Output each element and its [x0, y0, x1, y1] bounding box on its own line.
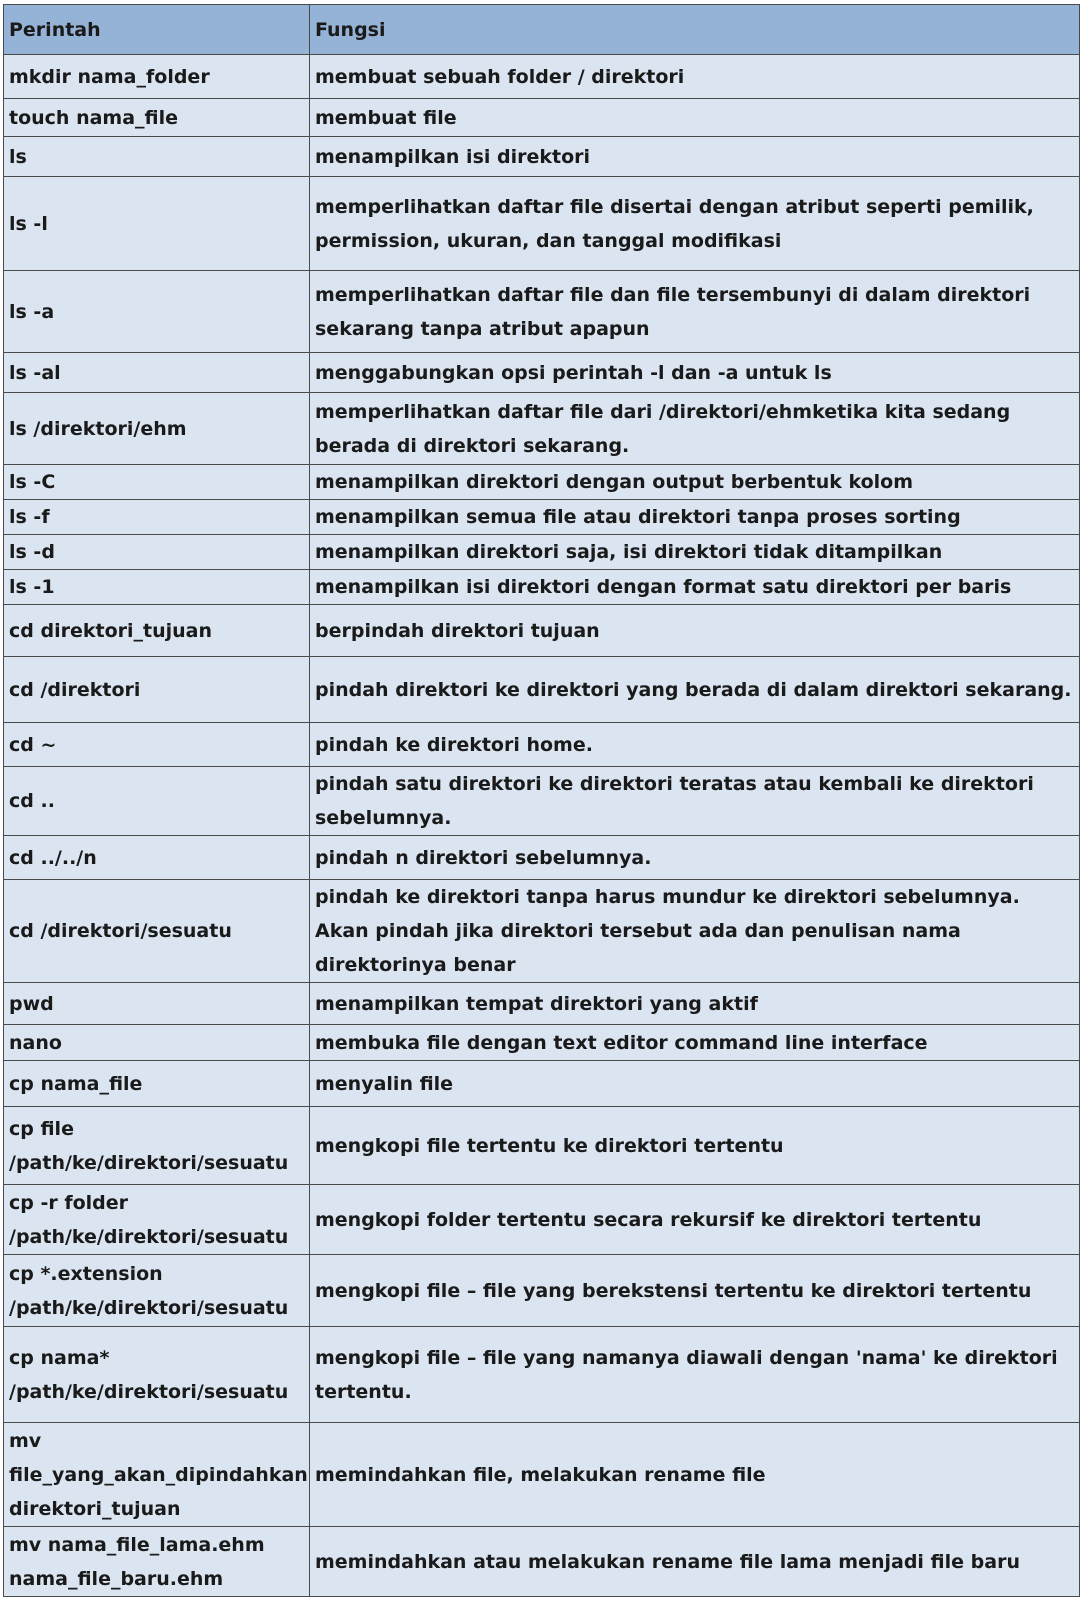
- command-cell: cp -r folder /path/ke/direktori/sesuatu: [4, 1185, 310, 1255]
- function-cell: mengkopi file – file yang berekstensi tertentu ke direktori tertentu: [310, 1255, 1080, 1327]
- function-cell: menampilkan isi direktori: [310, 137, 1080, 177]
- table-row: [4, 1527, 1080, 1597]
- command-table: [3, 4, 1080, 1597]
- command-cell: ls /direktori/ehm: [4, 393, 310, 465]
- command-cell: cd ..: [4, 767, 310, 836]
- command-cell: nano: [4, 1025, 310, 1061]
- header-command: Perintah: [4, 5, 310, 55]
- function-cell: mengkopi folder tertentu secara rekursif ke direktori tertentu: [310, 1185, 1080, 1255]
- table-row: [4, 880, 1080, 983]
- function-cell: mengkopi file tertentu ke direktori tertentu: [310, 1107, 1080, 1185]
- function-cell: menampilkan isi direktori dengan format satu direktori per baris: [310, 570, 1080, 605]
- table-row: [4, 1061, 1080, 1107]
- table-row: [4, 500, 1080, 535]
- table-row: [4, 570, 1080, 605]
- function-cell: memperlihatkan daftar file disertai dengan atribut seperti pemilik, permission, ukuran, dan tanggal modifikasi: [310, 177, 1080, 271]
- command-cell: ls -d: [4, 535, 310, 570]
- table-row: [4, 1025, 1080, 1061]
- command-cell: ls -C: [4, 465, 310, 500]
- function-cell: pindah ke direktori home.: [310, 723, 1080, 767]
- command-cell: ls -a: [4, 271, 310, 353]
- command-cell: cd /direktori: [4, 657, 310, 723]
- function-cell: menyalin file: [310, 1061, 1080, 1107]
- table-row: [4, 99, 1080, 137]
- header-row: [4, 5, 1080, 55]
- command-cell: ls -1: [4, 570, 310, 605]
- table-row: [4, 1327, 1080, 1423]
- function-cell: memperlihatkan daftar file dan file tersembunyi di dalam direktori sekarang tanpa atribut apapun: [310, 271, 1080, 353]
- function-cell: memperlihatkan daftar file dari /direktori/ehmketika kita sedang berada di direktori sekarang.: [310, 393, 1080, 465]
- command-cell: cp nama* /path/ke/direktori/sesuatu: [4, 1327, 310, 1423]
- function-cell: pindah n direktori sebelumnya.: [310, 836, 1080, 880]
- function-cell: membuka file dengan text editor command line interface: [310, 1025, 1080, 1061]
- command-cell: ls -f: [4, 500, 310, 535]
- function-cell: pindah satu direktori ke direktori teratas atau kembali ke direktori sebelumnya.: [310, 767, 1080, 836]
- table-row: [4, 723, 1080, 767]
- command-cell: cd ~: [4, 723, 310, 767]
- table-row: [4, 271, 1080, 353]
- command-cell: mv file_yang_akan_dipindahkan direktori_tujuan: [4, 1423, 310, 1527]
- function-cell: membuat file: [310, 99, 1080, 137]
- command-cell: cd /direktori/sesuatu: [4, 880, 310, 983]
- function-cell: menampilkan semua file atau direktori tanpa proses sorting: [310, 500, 1080, 535]
- command-cell: touch nama_file: [4, 99, 310, 137]
- table-row: [4, 177, 1080, 271]
- command-cell: cp nama_file: [4, 1061, 310, 1107]
- table-row: [4, 1185, 1080, 1255]
- command-cell: cd direktori_tujuan: [4, 605, 310, 657]
- function-cell: memindahkan file, melakukan rename file: [310, 1423, 1080, 1527]
- function-cell: menampilkan direktori dengan output berbentuk kolom: [310, 465, 1080, 500]
- command-cell: ls -l: [4, 177, 310, 271]
- function-cell: menampilkan tempat direktori yang aktif: [310, 983, 1080, 1025]
- command-cell: ls: [4, 137, 310, 177]
- table-row: [4, 836, 1080, 880]
- function-cell: memindahkan atau melakukan rename file lama menjadi file baru: [310, 1527, 1080, 1597]
- function-cell: pindah ke direktori tanpa harus mundur ke direktori sebelumnya. Akan pindah jika direktori tersebut ada dan penulisan nama direktorinya benar: [310, 880, 1080, 983]
- table-row: [4, 983, 1080, 1025]
- function-cell: menggabungkan opsi perintah -l dan -a untuk ls: [310, 353, 1080, 393]
- function-cell: membuat sebuah folder / direktori: [310, 55, 1080, 99]
- function-cell: mengkopi file – file yang namanya diawali dengan 'nama' ke direktori tertentu.: [310, 1327, 1080, 1423]
- table-row: [4, 535, 1080, 570]
- function-cell: menampilkan direktori saja, isi direktori tidak ditampilkan: [310, 535, 1080, 570]
- command-cell: cd ../../n: [4, 836, 310, 880]
- table-row: [4, 55, 1080, 99]
- function-cell: pindah direktori ke direktori yang berada di dalam direktori sekarang.: [310, 657, 1080, 723]
- table-row: [4, 353, 1080, 393]
- table-row: [4, 1107, 1080, 1185]
- command-cell: ls -al: [4, 353, 310, 393]
- header-function: Fungsi: [310, 5, 1080, 55]
- table-row: [4, 393, 1080, 465]
- command-cell: cp file /path/ke/direktori/sesuatu: [4, 1107, 310, 1185]
- table-row: [4, 605, 1080, 657]
- table-row: [4, 1255, 1080, 1327]
- table-row: [4, 767, 1080, 836]
- command-cell: mkdir nama_folder: [4, 55, 310, 99]
- function-cell: berpindah direktori tujuan: [310, 605, 1080, 657]
- table-row: [4, 1423, 1080, 1527]
- table-row: [4, 137, 1080, 177]
- command-cell: cp *.extension /path/ke/direktori/sesuatu: [4, 1255, 310, 1327]
- command-cell: pwd: [4, 983, 310, 1025]
- table-row: [4, 657, 1080, 723]
- table-row: [4, 465, 1080, 500]
- command-cell: mv nama_file_lama.ehm nama_file_baru.ehm: [4, 1527, 310, 1597]
